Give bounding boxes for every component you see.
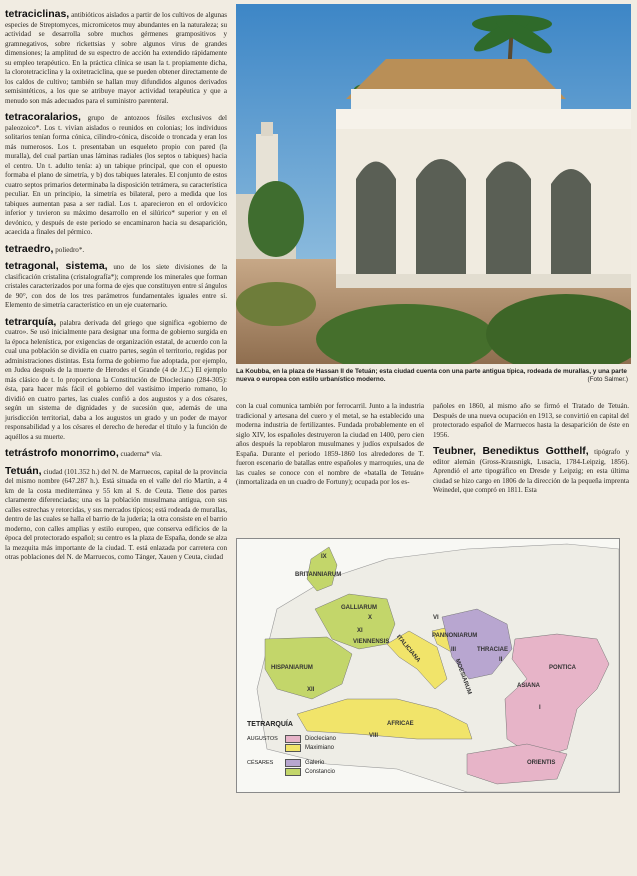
map-label: ITALICIANA [394,634,422,664]
entry-teubner [433,447,629,496]
headword: tetraedro, [5,242,54,255]
entry-body: tipógrafo y editor alemán (Gross-Krausnigk, Lusacia, 1784-Leipzig, 1856). Aprendió el arte tipográfico en Dresde y Leipzig; en esta última ciudad se hizo cargo en 1806 de la dirección de la pequeña imprenta Weinedel, que compró en 1811. Esta [433,448,629,494]
legend-title: TETRARQUÍA [247,721,293,728]
map-label: VI [433,615,439,621]
caption-text: La Koubba, en la plaza de Hassan II de Tetuán; esta ciudad cuenta con una parte antigua típica, rodeada de murallas, y una parte nueva o europea con estilo urbanístico moderno. [236,368,627,383]
map-label: VIENNENSIS [353,639,390,645]
legend-swatch [285,759,301,767]
headword: tetraciclinas, [5,8,70,20]
entry-body: grupo de antozoos fósiles exclusivos del paleozoico*. Los t. vivían aislados o reunidos en colonias; los individuos solitarios tenían forma cónica, cilindro-cónica, discoide o troncada y eran los más numerosos. Los t. presentaban un esqueleto propio con pared (la muralla), del cual partían unas láminas radiales (los septos o tabiques) hacia el centro. Un t. adulto tenía: a) un tabique principal, que con el opuesto formaba el plano de simetría, y b) dos tabiques laterales. El conjunto de estos cuatro septos primarios determinaba la disposición tetrámera, su característica peculiar. En un principio, la simetría es bilateral, pero a medida que los tabiques aumentan pasa a ser radial. Los t. aparecieron en el ordovícico inferior y tuvieron su máximo desarrollo en el silúrico* superior y en el devónico, y después de este periodo se encaminaron hacia su desaparición, acaecida a finales del pérmico. [5,114,227,236]
entry-tetraedro [5,242,227,256]
legend-row [247,758,407,767]
map-label: II [499,657,503,663]
legend-item: Diocleciano [305,735,337,742]
map-label: THRACIAE [477,647,508,653]
column-1 [5,10,227,570]
map-label: ASIANA [517,683,541,689]
map-label: PONTICA [549,665,576,671]
entry-tetracoralarios [5,113,227,238]
map-legend [247,721,407,776]
legend-swatch [285,735,301,743]
legend-row [247,743,407,752]
legend-swatch [285,744,301,752]
entry-tetrastrofo [5,449,227,460]
entry-body: uno de los siete divisiones de la clasificación cristalina (cristalografía*); comprende los minerales que forman cristales caracterizados por una forma de ejes que constituyen entre sí ángulos de 90°, con dos de los tres parámetros fundamentales iguales entre sí. Elemento de simetría característico en un eje cuaternario. [5,263,227,309]
headword: tetrástrofo monorrimo, [5,447,119,459]
entry-body: poliedro*. [55,245,85,254]
tetuan-continued: pañoles en 1860, al mismo año se firmó el Tratado de Tetuán. Después de una nueva ocupación en 1913, se convirtió en capital del protectorado español de Marruecos hasta la desaparición de éste en 1956. [433,402,629,439]
headword: Teubner, Benediktus Gotthelf, [433,445,589,457]
legend-item: Galerio [305,759,325,766]
map-label: MOESIARUM [453,658,473,696]
koubba-photo [236,4,631,364]
map-label: III [451,647,457,653]
tetrarchy-map [236,538,620,793]
entry-body: cuaderna* vía. [120,450,162,458]
map-label: ORIENTIS [527,760,556,766]
headword: tetragonal, sistema, [5,260,108,272]
headword: tetrarquía, [5,315,57,328]
headword: tetracoralarios, [5,111,81,123]
entry-body: palabra derivada del griego que significa «gobierno de cuatro». Se usó inicialmente para designar una forma de gobierno surgida en la época helenística, por exigencias de organización estatal, de acuerdo con la cual una población se dividía en cuatro partes, según el territorio, regidas por administraciones distintas. Esta forma de gobierno fue adoptada, por ejemplo, en Judea después de la muerte de Herodes el Grande (4 de J.C.) El ejemplo más clásico de t. lo proporciona la Constitución de Diocleciano (284-305): ésta, para hacer más fácil el gobierno del vastísimo imperio romano, lo dividió en cuatro partes, las cuales confió a dos augustos y a dos césares, según un sistema de dignidades y de sucesión que, además de una jurisdicción territorial, daba a los augustos un grado y un poder de mayor responsabilidad y a los césares el derecho de heredar el título y la función de aquéllos a su muerte. [5,318,227,441]
map-label: AFRICAE [387,721,414,727]
legend-item: Maximiano [305,744,335,751]
legend-swatch [285,768,301,776]
entry-tetuan [5,464,227,563]
legend-group: AUGUSTOS [247,735,278,742]
column-2 [236,402,424,488]
map-label: VIII [369,733,379,739]
map-label: HISPANIARUM [271,665,313,671]
column-2-text: con la cual comunica también por ferrocarril. Junto a la industria tradicional y artesana del cuero y el metal, se ha establecido una moderna industria de fertilizantes. Fundada probablemente en el siglo XIV, los españoles destruyeron la ciudad en 1400, pero cien años después la repoblaron musulmanes y judíos expulsados de España. Durante el periodo 1859-1860 los alrededores de T. fueron escenario de batallas entre españoles y marroquíes, una de las cuales se conoce con el nombre de «batalla de Tetuán» (inmortalizada en un cuadro de Fortuny); ocupada por los es- [236,402,424,486]
headword: Tetuán, [5,464,42,477]
entry-tetragonal [5,262,227,311]
map-label: BRITANNIARUM [295,572,342,578]
legend-row [247,734,407,743]
photo-caption [236,368,628,384]
map-label: X [368,615,373,621]
legend-row [247,767,407,776]
map-label: XI [357,628,363,634]
map-label: IX [321,554,327,560]
photo-credit: (Foto Salmer.) [587,376,628,383]
entry-tetraciclinas [5,10,227,106]
entry-tetrarquia [5,315,227,443]
entry-body: antibióticos aislados a partir de los cultivos de algunas especies de Streptomyces, micromicetos muy abundantes en la naturaleza; su actividad se desarrolla sobre muchos gérmenes grampositivos y gramnegativos, sobre rickettsias y sobre algunos virus de grandes dimensiones; la amplitud de su espectro de acción ha extendido rápidamente su empleo terapéutico. En la práctica clínica se usan la t. propiamente dicha, la clorotetraciclina y la oxitetraciclina, que se pueden obtener directamente de los caldos de cultivo; también se hallan muy difundidos algunos derivados semisintéticos, a los que se atribuye mayor actividad terapéutica y que a menudo son más adecuados para el suministro parenteral. [5,11,227,105]
legend-group: CÉSARES [247,759,274,766]
map-label: PANNONIARUM [432,633,478,639]
koubba-illustration [236,4,631,364]
legend-item: Constancio [305,768,336,775]
column-3 [433,402,629,503]
entry-body: ciudad (101.352 h.) del N. de Marruecos, capital de la provincia del mismo nombre (647.287 h.). Está situada en el valle del río Martín, a 4 km de la costa mediterránea y 55 km al S. de Ceuta. Tiene dos partes claramente diferenciadas; una es la población musulmana antigua, con sus calles estrechas y retorcidas, y sus mercados típicos; está rodeada de murallas, dentro de las cuales se halla el barrio de la judería; la otra consiste en el barrio moderno, con calles amplias y estilo europeo, que conserva edificios de la época del protectorado español; su centro es la plaza de España, donde se alza la mezquita más importante de la ciudad. T. está enlazada por carretera con otras poblaciones del N. de Marruecos, como Tánger, Xauen y Ceuta, ciudad [5,467,227,561]
map-label: XII [307,687,315,693]
map-label: GALLIARUM [341,605,377,611]
map-label: I [539,705,541,711]
